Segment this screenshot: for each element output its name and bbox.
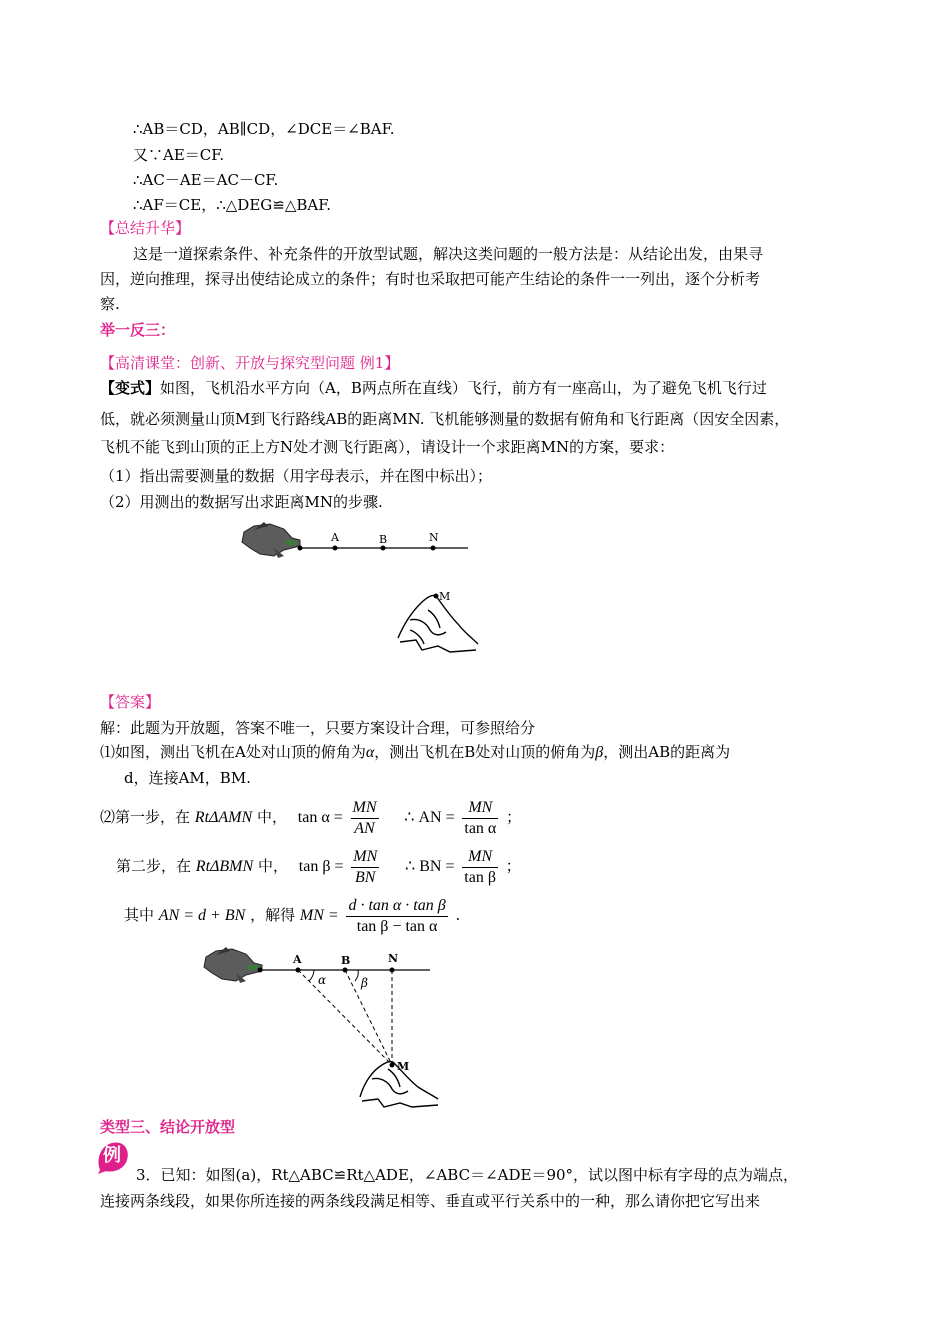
variant-line-3: 飞机不能飞到山顶的正上方N处才测飞行距离），请设计一个求距离MN的方案，要求： <box>100 438 675 456</box>
answer-p1-a: ⑴如图，测出飞机在A处对山顶的俯角为 <box>100 743 366 761</box>
fraction-mn-an: $\frac{MN}{AN}$ <box>352 798 377 837</box>
alpha-symbol: α <box>365 744 375 761</box>
summary-heading: 【总结升华】 <box>100 219 191 237</box>
figure-1-plane-mountain <box>240 520 480 665</box>
answer-final <box>124 893 460 937</box>
tan-alpha-eq: tan α = <box>297 809 343 826</box>
proof-line-1: ∴AB＝CD，AB∥CD，∠DCE＝∠BAF. <box>133 120 395 138</box>
proof-line-3: ∴AC－AE＝AC－CF. <box>133 171 279 189</box>
mountain-icon <box>398 595 478 652</box>
step1-prefix: ⑵第一步，在 <box>100 808 191 826</box>
answer-step1 <box>100 795 521 839</box>
answer-p1-line2: d，连接AM，BM. <box>124 769 251 787</box>
hd-class-heading: 【高清课堂：创新、开放与探究型问题 例1】 <box>100 354 400 372</box>
fig2-label-beta: β <box>361 976 368 990</box>
step2-mid: 中， <box>257 857 288 875</box>
step2-semicolon: ； <box>505 857 521 875</box>
fig1-label-n: N <box>429 531 439 544</box>
variant-line-5: （2）用测出的数据写出求距离MN的步骤. <box>100 493 383 511</box>
variant-line-2: 低，就必须测量山顶M到飞行路线AB的距离MN. 飞机能够测量的数据有俯角和飞行距离（因安全因素， <box>100 410 790 428</box>
example-badge-icon <box>96 1140 130 1174</box>
final-period: . <box>455 906 461 924</box>
example3-line-2: 连接两条线段，如果你所连接的两条线段满足相等、垂直或平行关系中的一种，那么请你把它写出来 <box>100 1192 761 1210</box>
answer-p1-line1 <box>100 742 730 763</box>
tan-beta-eq: tan β = <box>298 858 344 875</box>
airplane-icon <box>204 947 262 983</box>
step1-semicolon: ； <box>506 808 522 826</box>
fraction-mn-tan-beta: $\frac{MN}{\text{tan β}}$ <box>464 847 496 886</box>
practice-heading: 举一反三： <box>100 321 176 339</box>
summary-line-1: 这是一道探索条件、补充条件的开放型试题，解决这类问题的一般方法是：从结论出发，由果寻 <box>133 245 764 263</box>
type3-heading: 类型三、结论开放型 <box>100 1118 236 1136</box>
fraction-mn-bn: $\frac{MN}{BN}$ <box>353 847 378 886</box>
example-badge-text: 例 <box>103 1145 121 1166</box>
answer-step2 <box>116 844 521 888</box>
airplane-icon <box>242 522 300 558</box>
variant-line-1 <box>100 378 767 398</box>
fig2-label-b: B <box>341 954 351 967</box>
answer-p1-c: ，测出AB的距离为 <box>603 743 731 761</box>
proof-line-2: 又∵AE＝CF. <box>133 146 225 164</box>
variant-text-1: 如图，飞机沿水平方向（A，B两点所在直线）飞行，前方有一座高山，为了避免飞机飞行过 <box>160 379 767 397</box>
therefore-bn: ∴ BN = <box>405 858 455 875</box>
answer-p1-b: ，测出飞机在B处对山顶的俯角为 <box>374 743 596 761</box>
where-prefix: 其中 <box>124 906 155 924</box>
fig2-label-alpha: α <box>318 973 327 987</box>
summary-line-2: 因，逆向推理，探寻出使结论成立的条件；有时也采取把可能产生结论的条件一一列出，逐个分析考 <box>100 270 761 288</box>
fraction-mn-tan-alpha: $\frac{MN}{\text{tan α}}$ <box>464 798 497 837</box>
solve-text: ，解得 <box>250 906 296 924</box>
where-equation: AN = d + BN <box>158 907 246 924</box>
step1-mid: 中， <box>256 808 287 826</box>
summary-line-3: 察. <box>100 295 120 313</box>
proof-line-4: ∴AF＝CE，∴△DEG≌△BAF. <box>133 196 332 214</box>
therefore-an: ∴ AN = <box>404 809 455 826</box>
step2-prefix: 第二步，在 <box>116 857 192 875</box>
variant-label: 【变式】 <box>100 379 161 397</box>
variant-line-4: （1）指出需要测量的数据（用字母表示，并在图中标出）； <box>100 467 493 485</box>
step2-triangle: RtΔBMN <box>195 858 254 875</box>
mn-equation: MN = <box>299 907 339 924</box>
figure-2-solution-diagram <box>202 945 442 1105</box>
final-fraction: $\frac{\text{d · tan α · tan β}}{\text{tan β − tan α}}$ <box>348 896 446 935</box>
fig2-label-n: N <box>388 952 399 965</box>
beta-symbol: β <box>595 744 604 761</box>
answer-intro: 解：此题为开放题，答案不唯一，只要方案设计合理，可参照给分 <box>100 719 536 737</box>
fig2-label-a: A <box>293 953 302 966</box>
fig2-label-m: M <box>397 1060 410 1073</box>
step1-triangle: RtΔAMN <box>194 809 253 826</box>
fig1-label-m: M <box>439 590 451 603</box>
fig1-label-a: A <box>331 531 339 544</box>
fig1-label-b: B <box>379 533 388 546</box>
example3-line-1: 3．已知：如图(a)，Rt△ABC≌Rt△ADE，∠ABC＝∠ADE＝90°，试以图中标有字母的点为端点， <box>136 1166 799 1184</box>
answer-heading: 【答案】 <box>100 693 161 711</box>
